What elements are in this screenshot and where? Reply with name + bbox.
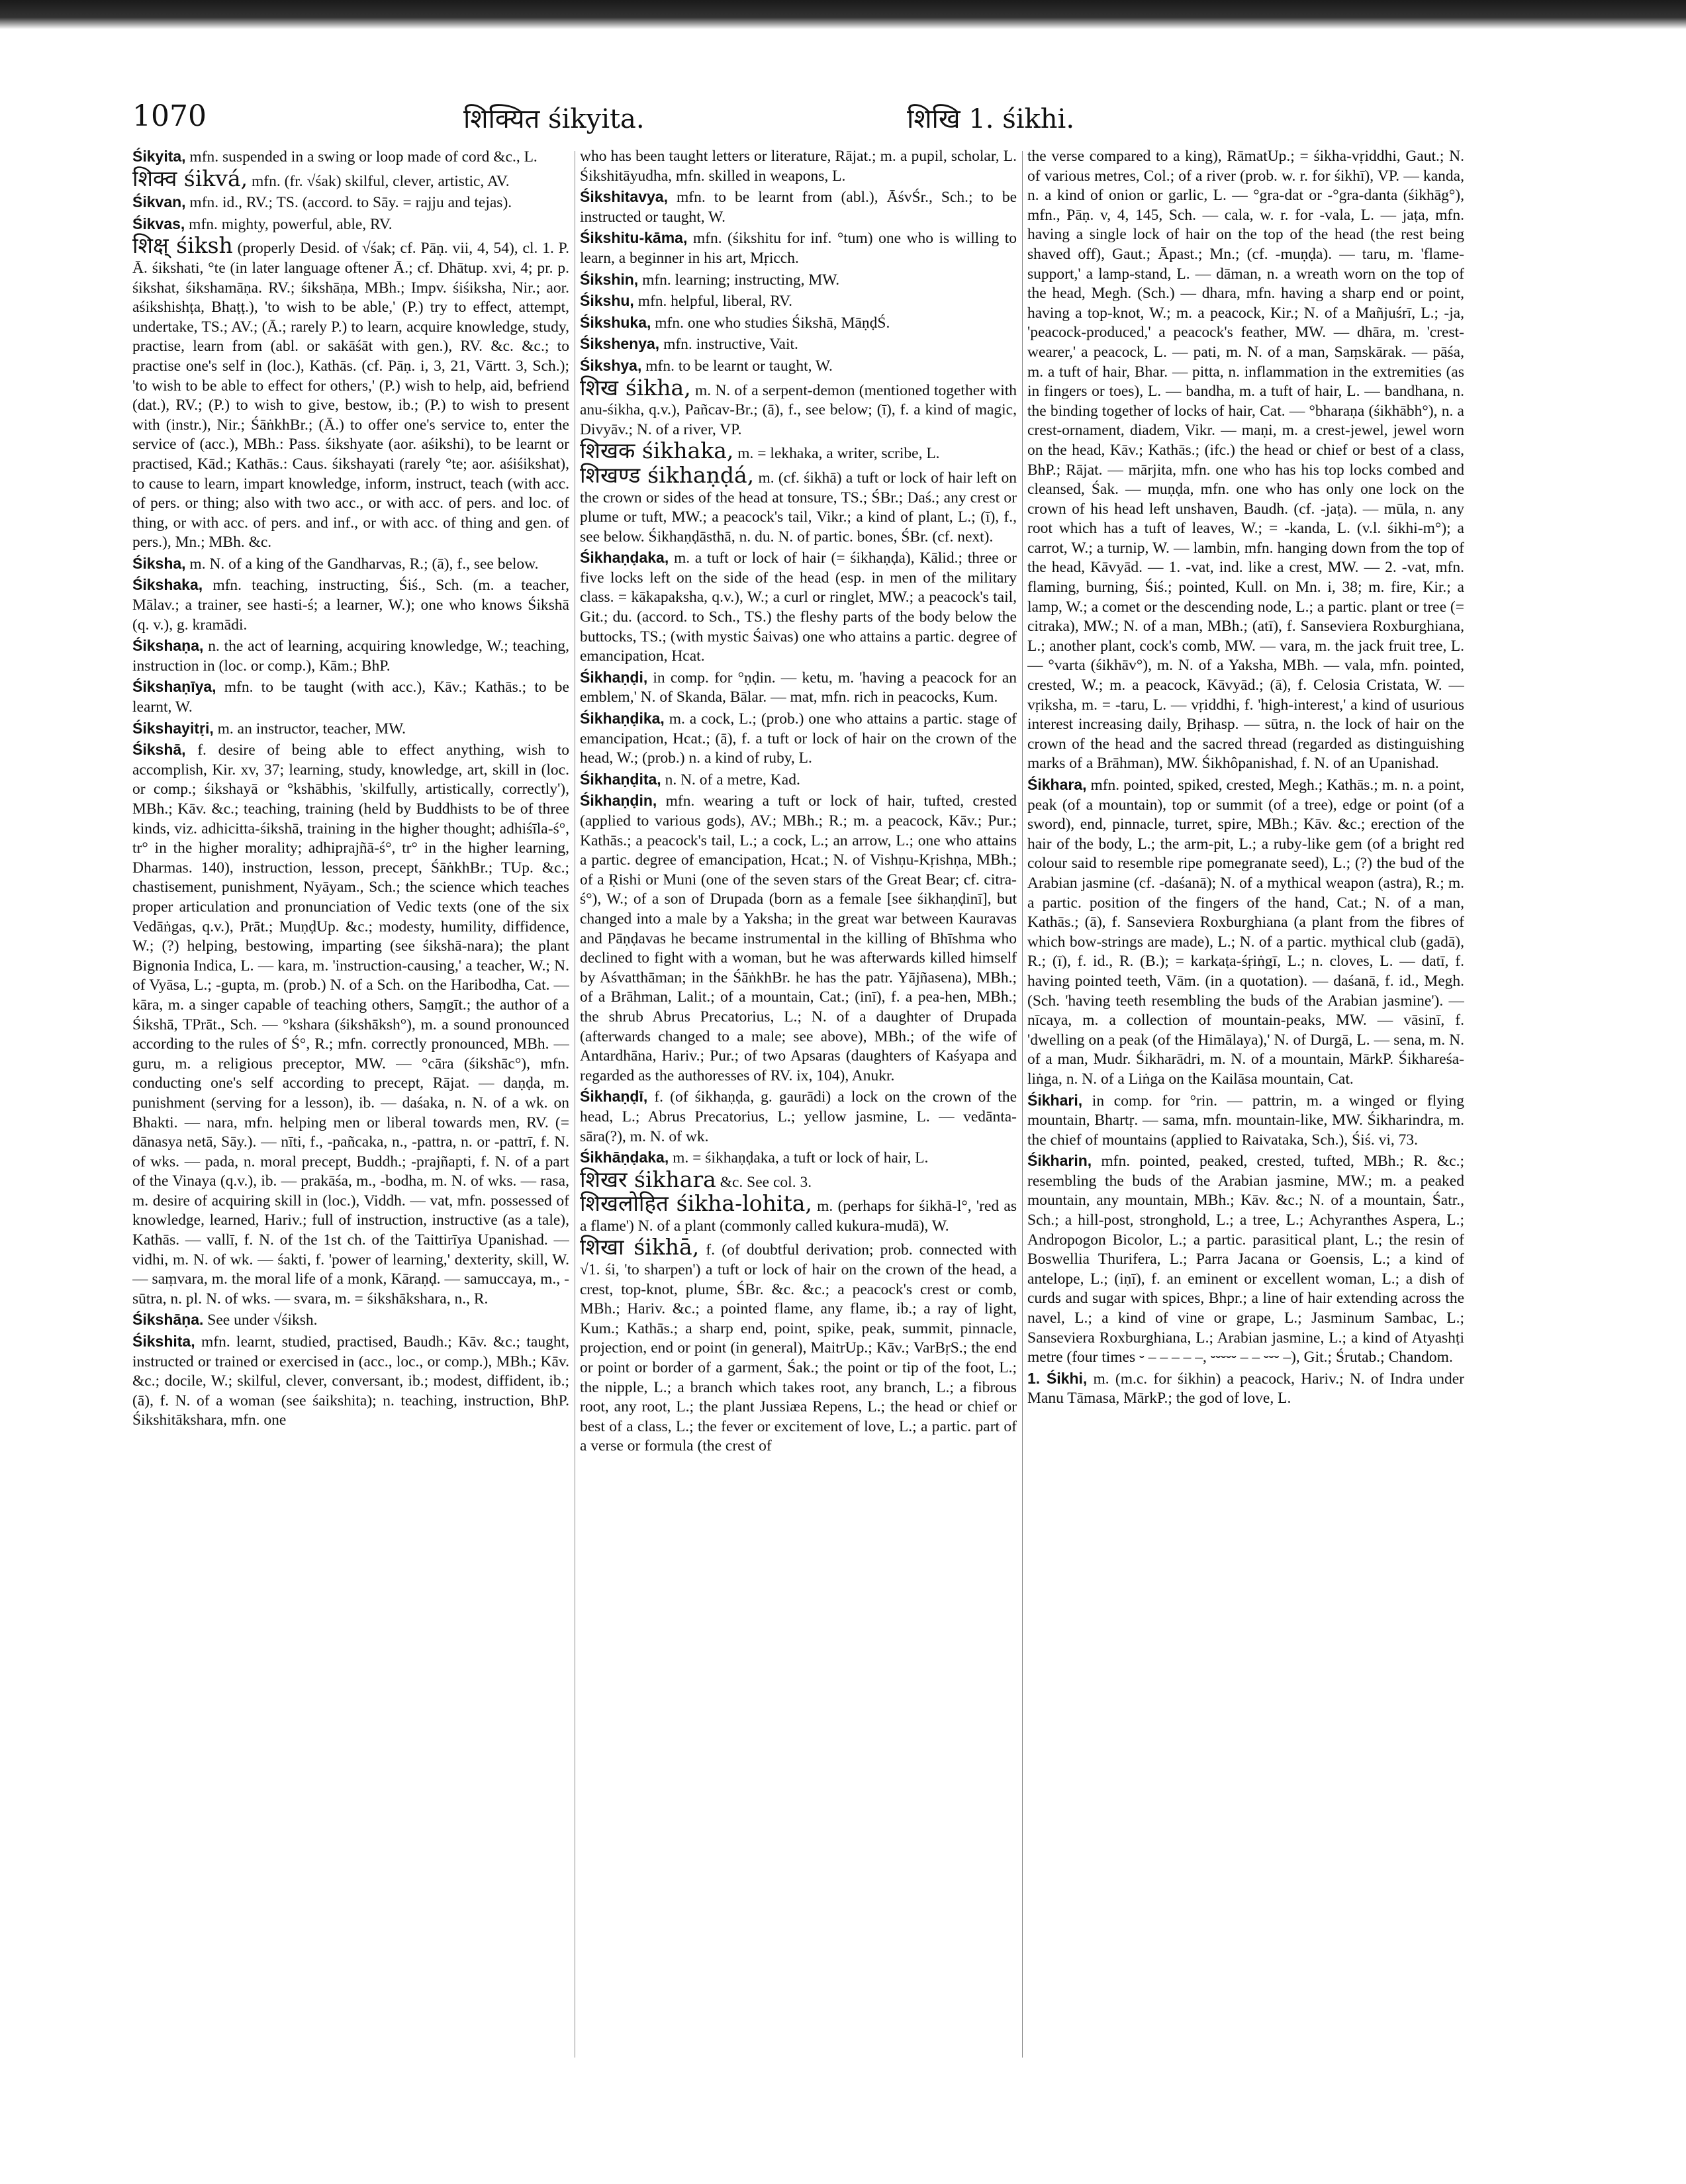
dictionary-entry bbox=[132, 1332, 569, 1431]
entry-definition: mfn. to be learnt from (abl.), ĀśvŚr., Sch.; to be instructed or taught, W. bbox=[580, 189, 1017, 226]
entry-definition: m. (perhaps for śikhā-l°, 'red as a flame') N. of a plant (commonly called kukura-mudā), W. bbox=[580, 1198, 1017, 1235]
dictionary-entry bbox=[132, 554, 569, 575]
entry-definition: (properly Desid. of √śak; cf. Pāṇ. vii, 4, 54), cl. 1. P. Ā. śikshati, °te (in later language oftener Ā.; cf. Dhātup. xvi, 4; pr. p. śikshat, śikshamāṇa. RV.; śikshāṇa, MBh.; Impv. śiśiksha, Nir.; aor. aśikshishṭa, Bhaṭṭ.), 'to wish to be able,' (P.) try to effect, attempt, undertake, TS.; AV.; (Ā.; rarely P.) to learn, acquire knowledge, study, practise, learn from (abl. or sakāśāt with gen.), RV. &c. &c.; to practise one's self in (loc.), Kathās. (cf. Pāṇ. i, 3, 21, Vārtt. 3, Sch.); 'to wish to be able to effect for others,' (P.) wish to help, aid, befriend (dat.), RV.; (P.) to wish to give, bestow, ib.; (P.) to wish to present with (instr.), Nir.; ŚāṅkhBr.; (Ā.) to offer one's service to, enter the service of (acc.), MBh.: Pass. śikshyate (aor. aśikshi), to be learnt or practised, Kād.; Kathās.: Caus. śikshayati (rarely °te; aor. aśiśikshat), to cause to learn, impart knowledge, inform, instruct, teach (with acc. of pers. or thing; also with two acc., or with acc. of pers. and loc. of thing, or with acc. of pers. and inf., or with acc. of thing and gen. of pers.), Mn.; MBh. &c. bbox=[132, 240, 569, 551]
entry-headword: शिखण्ड śikhaṇḍá, bbox=[580, 461, 755, 488]
dictionary-entry bbox=[132, 740, 569, 1309]
entry-headword: 1. Śikhi, bbox=[1027, 1369, 1088, 1387]
entry-definition: mfn. suspended in a swing or loop made of cord &c., L. bbox=[189, 148, 538, 166]
entry-headword: Śikhaṇḍika, bbox=[580, 710, 665, 728]
entry-definition: mfn. learnt, studied, practised, Baudh.; Kāv. &c.; taught, instructed or trained or exercised in (acc., loc., or comp.), MBh.; Kāv. &c.; docile, W.; skilful, clever, conversant, ib.; modest, diffident, ib.; (ā), f. N. of a woman (see śaikshita); n. teaching, instruction, BhP. Śikshitākshara, mfn. one bbox=[132, 1333, 569, 1429]
dictionary-entry bbox=[580, 548, 1017, 667]
dictionary-entry bbox=[132, 636, 569, 676]
dictionary-entry bbox=[580, 438, 1017, 464]
entry-definition: m. = lekhaka, a writer, scribe, L. bbox=[737, 445, 940, 463]
entry-definition: m. a cock, L.; (prob.) one who attains a partic. stage of emancipation, Hcat.; (ā), f. a tuft or lock of hair on the crown of the head, W.; (prob.) n. a kind of ruby, L. bbox=[580, 710, 1017, 767]
dictionary-entry bbox=[580, 1190, 1017, 1236]
dictionary-entry bbox=[580, 1166, 1017, 1193]
entry-definition: m. an instructor, teacher, MW. bbox=[217, 720, 406, 737]
entry-definition: mfn. teaching, instructing, Śiś., Sch. (m. a teacher, Mālav.; a trainer, see hasti-ś; a learner, W.); one who knows Śikshā (q. v.), g. kramādi. bbox=[132, 577, 569, 634]
entry-headword: Śikshin, bbox=[580, 270, 639, 288]
entry-headword: Śikhara, bbox=[1027, 776, 1087, 793]
entry-definition: who has been taught letters or literature, Rājat.; m. a pupil, scholar, L. Śikshitāyudha, mfn. skilled in weapons, L. bbox=[580, 148, 1017, 185]
entry-definition: mfn. one who studies Śikshā, MāṇḍŚ. bbox=[655, 314, 890, 332]
dictionary-entry bbox=[132, 214, 569, 235]
column-rule-2 bbox=[1022, 151, 1023, 2058]
entry-definition: f. (of śikhaṇḍa, g. gaurādi) a lock on the crown of the head, L.; Abrus Precatorius, L.; yellow jasmine, L. — vedānta-sāra(?), m. N. of wk. bbox=[580, 1088, 1017, 1145]
entry-headword: Śikshuka, bbox=[580, 313, 651, 331]
column-2 bbox=[580, 147, 1017, 2067]
running-header bbox=[132, 99, 1556, 146]
page-number: 1070 bbox=[132, 99, 207, 133]
dictionary-entry bbox=[580, 1148, 1017, 1168]
entry-headword: Śikshu, bbox=[580, 292, 634, 310]
dictionary-entry bbox=[580, 270, 1017, 291]
entry-definition: in comp. for °rin. — pattrin, m. a winged or flying mountain, Bhartṛ. — sama, mfn. mountain-like, MW. Śikharindra, m. the chief of mountains (applied to Raivataka, Sch.), Śiś. vi, 73. bbox=[1027, 1092, 1464, 1149]
dictionary-entry bbox=[580, 228, 1017, 268]
entry-definition: mfn. instructive, Vait. bbox=[663, 336, 798, 354]
entry-definition: mfn. learning; instructing, MW. bbox=[642, 271, 840, 289]
entry-headword: शिक्व śikvá, bbox=[132, 165, 248, 191]
entry-headword: शिख śikha, bbox=[580, 374, 691, 401]
entry-headword: Śikhari, bbox=[1027, 1091, 1083, 1109]
dictionary-entry bbox=[1027, 1151, 1464, 1368]
column-3 bbox=[1027, 147, 1464, 2067]
dictionary-entry bbox=[1027, 775, 1464, 1090]
dictionary-entry bbox=[1027, 1091, 1464, 1151]
entry-headword: Śikhaṇḍi, bbox=[580, 668, 648, 686]
dictionary-entry bbox=[1027, 1369, 1464, 1409]
entry-definition: n. N. of a metre, Kad. bbox=[665, 771, 800, 788]
dictionary-entry bbox=[580, 187, 1017, 227]
entry-definition: the verse compared to a king), RāmatUp.; = śikha-vṛiddhi, Gaut.; N. of various metres, Col.; of a river (prob. w. r. for śikhī), VP. — kanda, n. a kind of onion or garlic, L. — °gra-dat or -°gra-danta (śikhāg°), mfn., Pāṇ. v, 4, 145, Sch. — cala, w. r. for -vala, L. — jaṭa, mfn. having a single lock of hair on the top of the head (the rest being shaved off), Gaut.; Āpast.; Mn.; (cf. -muṇḍa). — taru, m. 'flame-support,' a lamp-stand, L. — dāman, n. a wreath worn on the top of the head, Megh. (Sch.) — dhara, mfn. having a sharp end or point, having a top-knot, W.; m. a peacock, Kir.; N. of a Mañjuśrī, L.; -ja, 'peacock-produced,' a peacock's feather, MW. — dhāra, m. 'crest-wearer,' a peacock, L. — pati, m. N. of a man, Saṃskārak. — pāśa, m. a tuft of hair, Bhar. — pitta, n. inflammation in the extremities (as in fingers or toes), L. — bandha, m. a tuft of hair, L. — bandhana, n. the binding together of locks of hair, Cat. — °bharaṇa (śikhābh°), n. a crest-ornament, diadem, Vikr. — maṇi, m. a crest-jewel, jewel worn on the head, Kāv.; Kathās.; (ifc.) the head or chief or best of a class, BhP.; Rājat. — mārjita, mfn. one who has his top locks combed and cleansed, Śak. — muṇḍa, mfn. one who has only one lock on the crown of his head left unshaven, Baudh. (cf. -jaṭa). — mūla, n. any root which has a tuft of leaves, W.; = -kanda, L. (v.l. śikhi-m°); a carrot, W.; a turnip, W. — lambin, mfn. hanging down from the top of the head, Kāvyād. — 1. -vat, ind. like a crest, MW. — 2. -vat, mfn. flaming, burning, Śiś.; pointed, Kull. on Mn. i, 38; m. fire, Kir.; a lamp, W.; a comet or the descending node, L.; a partic. plant or tree (= citraka), MW.; N. of a man, MBh.; (atī), f. Sanseviera Roxburghiana, L.; another plant, cock's comb, MW. — vara, m. the jack fruit tree, L. — °varta (śikhāv°), m. N. of a Yaksha, MBh. — vala, mfn. pointed, crested, W.; m. a peacock, Kāvyād.; (ā), f. Celosia Cristata, W. — vṛiksha, m. = -taru, L. — vṛiddhi, f. 'high-interest,' a kind of usurious interest increasing daily, Bṛihasp. — sūtra, n. the lock of hair on the crown of the head and the sacred thread (regarded as distinguishing marks of a Brāhman), MW. Śikhôpanishad, f. N. of an Upanishad. bbox=[1027, 148, 1464, 773]
entry-headword: Śikhaṇḍaka, bbox=[580, 549, 669, 567]
entry-headword: Śikvas, bbox=[132, 214, 185, 232]
dictionary-entry bbox=[580, 313, 1017, 334]
dictionary-entry bbox=[580, 668, 1017, 708]
dictionary-entry bbox=[580, 791, 1017, 1086]
entry-headword: Śikshayitṛi, bbox=[132, 719, 214, 737]
dictionary-entry bbox=[132, 232, 569, 553]
entry-definition: mfn. mighty, powerful, able, RV. bbox=[189, 215, 393, 233]
entry-headword: Śikshitavya, bbox=[580, 188, 668, 206]
entry-headword: Śikshenya, bbox=[580, 335, 660, 353]
dictionary-entry bbox=[132, 575, 569, 635]
entry-definition: n. the act of learning, acquiring knowledge, W.; teaching, instruction in (loc. or comp.), Kām.; BhP. bbox=[132, 638, 569, 675]
entry-definition: &c. See col. 3. bbox=[720, 1173, 812, 1191]
entry-headword: Śikharin, bbox=[1027, 1152, 1092, 1170]
entry-headword: Śikyita, bbox=[132, 148, 186, 165]
entry-definition: mfn. pointed, spiked, crested, Megh.; Kathās.; m. n. a point, peak (of a mountain), top or summit (of a tree), edge or point (of a sword), end, pinnacle, turret, spire, MBh.; Kāv. &c.; erection of the hair of the body, L.; the arm-pit, L.; a ruby-like gem (of a bright red colour said to resemble ripe pomegranate seed), L.; (?) the bud of the Arabian jasmine (cf. -daśanā); N. of a mythical weapon (astra), R.; m. a partic. position of the fingers of the hand, Cat.; N. of a man, Kathās.; (ā), f. Sanseviera Roxburghiana (a plant from the fibres of which bow-strings are made), L.; N. of a partic. mythical club (gadā), R.; (ī), f. id., R. (B.); = karkaṭa-śṛiṅgī, L.; n. cloves, L. — datī, f. having pointed teeth, Vām. (in a quotation). — daśanā, f. id., Megh. (Sch. 'having teeth resembling the buds of the Arabian jasmine'). — nīcaya, m. a collection of mountain-peaks, MW. — vāsinī, f. 'dwelling on a peak (of the Himālaya),' N. of Durgā, L. — sena, m. N. of a man, Mudr. Śikharādri, m. N. of a mountain, MārkP. Śikhareśa-liṅga, n. N. of a Liṅga on the Kailāsa mountain, Cat. bbox=[1027, 777, 1464, 1088]
dictionary-entry bbox=[580, 147, 1017, 186]
entry-definition: m. (cf. śikhā) a tuft or lock of hair left on the crown or sides of the head at tonsure, TS.; ŚBr.; Daś.; any crest or plume or tuft, MW.; a peacock's tail, Vikr.; a kind of plant, L.; (ī), f., see below. Śikhaṇḍāsthā, n. du. N. of partic. bones, ŚBr. (cf. next). bbox=[580, 469, 1017, 546]
entry-definition: mfn. pointed, peaked, crested, tufted, MBh.; R. &c.; resembling the buds of the Arabian jasmine, MW.; m. a peaked mountain, any mountain, MBh.; Kāv. &c.; N. of a mountain, Śatr., Sch.; a hill-post, stronghold, L.; a tree, L.; Achyranthes Aspera, L.; Andropogon Bicolor, L.; a partic. parasitical plant, L.; the resin of Boswellia Thurifera, L.; Parra Jacana or Goensis, L.; a kind of antelope, L.; (iṇī), f. an eminent or excellent woman, L.; a dish of curds and sugar with spices, Bhpr.; a line of hair extending across the navel, L.; a kind of vine or grape, L.; Jasminum Sambac, L.; Sanseviera Roxburghiana, L.; Arabian jasmine, L.; a kind of Atyashṭi metre (four times ⏑ – – – – –, ⏑⏑⏑⏑⏑ – – ⏑⏑⏑ –), Git.; Śrutab.; Chandom. bbox=[1027, 1153, 1464, 1366]
scan-edge-shadow bbox=[0, 0, 1686, 29]
entry-definition: m. N. of a serpent-demon (mentioned together with anu-śikha, q.v.), Pañcav-Br.; (ā), f., see below; (ī), f. a kind of magic, Divyāv.; N. of a river, VP. bbox=[580, 381, 1017, 438]
entry-headword: शिखा śikhā, bbox=[580, 1234, 700, 1260]
entry-headword: Śikshita, bbox=[132, 1333, 195, 1351]
dictionary-entry bbox=[580, 1087, 1017, 1147]
entry-headword: Śikhaṇḍin, bbox=[580, 792, 657, 810]
entry-headword: Śikhaṇḍī, bbox=[580, 1088, 648, 1106]
entry-headword: Śikshaṇa, bbox=[132, 637, 204, 655]
entry-headword: Śikshaṇīya, bbox=[132, 678, 216, 696]
entry-headword: Śikshaka, bbox=[132, 576, 203, 594]
right-running-head: शिखि 1. śikhi. bbox=[907, 104, 1075, 134]
entry-headword: Śikhaṇḍita, bbox=[580, 770, 661, 788]
dictionary-entry bbox=[580, 1234, 1017, 1456]
entry-headword: Śikshāṇa. bbox=[132, 1311, 204, 1329]
entry-headword: Śikshya, bbox=[580, 356, 642, 374]
dictionary-entry bbox=[580, 374, 1017, 440]
entry-headword: शिखलोहित śikha-lohita, bbox=[580, 1190, 812, 1217]
dictionary-entry bbox=[580, 461, 1017, 547]
entry-headword: Śikshitu-kāma, bbox=[580, 229, 688, 247]
dictionary-entry bbox=[132, 1310, 569, 1331]
dictionary-entry bbox=[132, 719, 569, 739]
entry-definition: f. desire of being able to effect anything, wish to accomplish, Kir. xv, 37; learning, study, knowledge, art, skill in (loc. or comp.; śikshayā or °kshābhis, 'skilfully, artistically, correctly'), MBh.; Kāv. &c.; teaching, training (held by Buddhists to be of three kinds, viz. adhicitta-śikshā, training in the higher thought; adhiśīla-ś°, tr° in the higher morality; adhiprajñā-ś°, tr° in the higher learning, Dharmas. 140), instruction, lesson, precept, ŚāṅkhBr.; TUp. &c.; chastisement, punishment, Nyāyam., Sch.; the science which teaches proper articulation and pronunciation of Vedic texts (one of the six Vedāṅgas, q.v.), Prāt.; MuṇḍUp. &c.; modesty, humility, diffidence, W.; (?) helping, bestowing, imparting (see śikshā-nara); the plant Bignonia Indica, L. — kara, m. 'instruction-causing,' a teacher, W.; N. of Vyāsa, L.; -gupta, m. (prob.) N. of a Sch. on the Haribodha, Cat. — kāra, m. a singer capable of teaching others, Saṃgīt.; the author of a Śikshā, TPrāt., Sch. — °kshara (śikshāksh°), m. a sound pronounced according to the rules of Ś°, R.; mfn. correctly pronounced, MBh. — guru, m. a religious preceptor, MW. — °cāra (śikshāc°), mfn. conducting one's self according to precept, Rājat. — daṇḍa, m. punishment (serving for a lesson), ib. — daśaka, n. N. of a wk. on Bhakti. — nara, mfn. helping men or liberal towards men, RV. (= dānasya netā, Sāy.). — nīti, f., -pañcaka, n., -pattra, n. or -pattrī, f. N. of wks. — pada, n. moral precept, Buddh.; -prajñapti, f. N. of a part of the Vinaya (q.v.), ib. — prakāśa, m., -bodha, m. N. of wks. — rasa, m. desire of acquiring skill in (loc.), Viddh. — vat, mfn. possessed of knowledge, learned, Hariv.; full of instruction, instructive (as a tale), Kathās. — vallī, f. N. of the 1st ch. of the Taittirīya Upanishad. — vidhi, m. N. of wk. — śakti, f. 'power of learning,' dexterity, skill, W. — saṃvara, m. the moral life of a monk, Kāraṇḍ. — samuccaya, m., -sūtra, n. pl. N. of wks. — svara, m. = śikshāksharа, n., R. bbox=[132, 741, 569, 1307]
entry-definition: m. = śikhaṇḍaka, a tuft or lock of hair, L. bbox=[673, 1149, 929, 1167]
entry-headword: Śiksha, bbox=[132, 554, 186, 572]
dictionary-entry bbox=[580, 770, 1017, 790]
entry-headword: Śikvan, bbox=[132, 193, 186, 211]
left-running-head: शिक्यित śikyita. bbox=[463, 104, 645, 134]
entry-definition: mfn. helpful, liberal, RV. bbox=[637, 293, 792, 310]
entry-definition: See under √śiksh. bbox=[207, 1311, 318, 1329]
entry-definition: m. (m.c. for śikhin) a peacock, Hariv.; N. of Indra under Manu Tāmasa, MārkP.; the god of love, L. bbox=[1027, 1370, 1464, 1407]
entry-definition: in comp. for °ṇḍin. — ketu, m. 'having a peacock for an emblem,' N. of Skanda, Bālar. — mat, mfn. rich in peacocks, Kum. bbox=[580, 669, 1017, 706]
entry-headword: शिक्ष् śiksh bbox=[132, 232, 233, 259]
entry-definition: mfn. id., RV.; TS. (accord. to Sāy. = rajju and tejas). bbox=[189, 194, 512, 212]
entry-definition: m. a tuft or lock of hair (= śikhaṇḍa), Kālid.; three or five locks left on the side of the head (esp. in men of the military class. = kākapaksha, q.v.), W.; a curl or ringlet, MW.; a peacock's tail, Git.; du. (accord. to Sch., TS.) the fleshy parts of the body below the buttocks, TS.; (with mystic Śaivas) one who attains a partic. degree of emancipation, Hcat. bbox=[580, 549, 1017, 665]
column-1 bbox=[132, 147, 569, 2067]
entry-definition: mfn. to be learnt or taught, W. bbox=[645, 357, 833, 375]
entry-headword: Śikshā, bbox=[132, 741, 186, 759]
dictionary-entry bbox=[132, 193, 569, 213]
entry-definition: m. N. of a king of the Gandharvas, R.; (ā), f., see below. bbox=[189, 555, 539, 573]
entry-definition: mfn. to be taught (with acc.), Kāv.; Kathās.; to be learnt, W. bbox=[132, 679, 569, 716]
dictionary-entry bbox=[580, 291, 1017, 312]
entry-definition: mfn. (fr. √śak) skilful, clever, artistic, AV. bbox=[251, 172, 510, 190]
dictionary-entry bbox=[580, 334, 1017, 355]
dictionary-entry bbox=[132, 165, 569, 192]
entry-definition: f. (of doubtful derivation; prob. connected with √1. śi, 'to sharpen') a tuft or lock of hair on the crown of the head, a crest, top-knot, plume, ŚBr. &c. &c.; a peacock's crest or comb, MBh.; Hariv. &c.; a pointed flame, any flame, ib.; a ray of light, Kum.; Kathās.; a sharp end, point, spike, peak, summit, pinnacle, projection, end or point (in general), MaitrUp.; Kāv.; VarBṛS.; the end or point or border of a garment, Śak.; the point or tip of the foot, L.; the nipple, L.; a branch which takes root, any branch, L.; a fibrous root, any root, L.; the plant Jussiæa Repens, L.; the head or chief or best of a class, L.; the fever or excitement of love, L.; a partic. part of a verse or formula (the crest of bbox=[580, 1241, 1017, 1455]
dictionary-entry bbox=[580, 356, 1017, 377]
entry-headword: Śikhāṇḍaka, bbox=[580, 1149, 669, 1166]
entry-headword: शिखक śikhaka, bbox=[580, 438, 734, 464]
dictionary-entry bbox=[1027, 147, 1464, 774]
entry-definition: mfn. (śikshitu for inf. °tum) one who is willing to learn, a beginner in his art, Mṛicch. bbox=[580, 230, 1017, 267]
dictionary-entry bbox=[580, 709, 1017, 769]
entry-definition: mfn. wearing a tuft or lock of hair, tufted, crested (applied to various gods), AV.; MBh.; R.; m. a peacock, Kāv.; Pur.; Kathās.; a peacock's tail, L.; a cock, L.; an arrow, L.; one who attains a partic. degree of emancipation, Hcat.; N. of Vishṇu-Kṛishṇa, MBh.; of a Ṛishi or Muni (one of the seven stars of the Great Bear; cf. citra-ś°), W.; of a son of Drupada (born as a female [see śikhaṇḍinī], but changed into a male by a Yaksha; in the great war between Kauravas and Pāṇḍavas he became instrumental in the killing of Bhīshma who declined to fight with a woman, but he was afterwards killed himself by Aśvatthāman; in the ŚāṅkhBr. he has the patr. Yājñasena), MBh.; of a Brāhman, Lalit.; of a mountain, Cat.; (inī), f. a pea-hen, MBh.; the shrub Abrus Precatorius, L.; N. of a daughter of Drupada (afterwards changed to a male; see above), MBh.; of the wife of Antardhāna, Hariv.; Pur.; of two Apsaras (daughters of Kaśyapa and regarded as the authoresses of RV. ix, 104), Anukr. bbox=[580, 792, 1017, 1084]
entry-headword: शिखर śikhara bbox=[580, 1166, 716, 1192]
dictionary-entry bbox=[132, 147, 569, 167]
dictionary-entry bbox=[132, 677, 569, 717]
